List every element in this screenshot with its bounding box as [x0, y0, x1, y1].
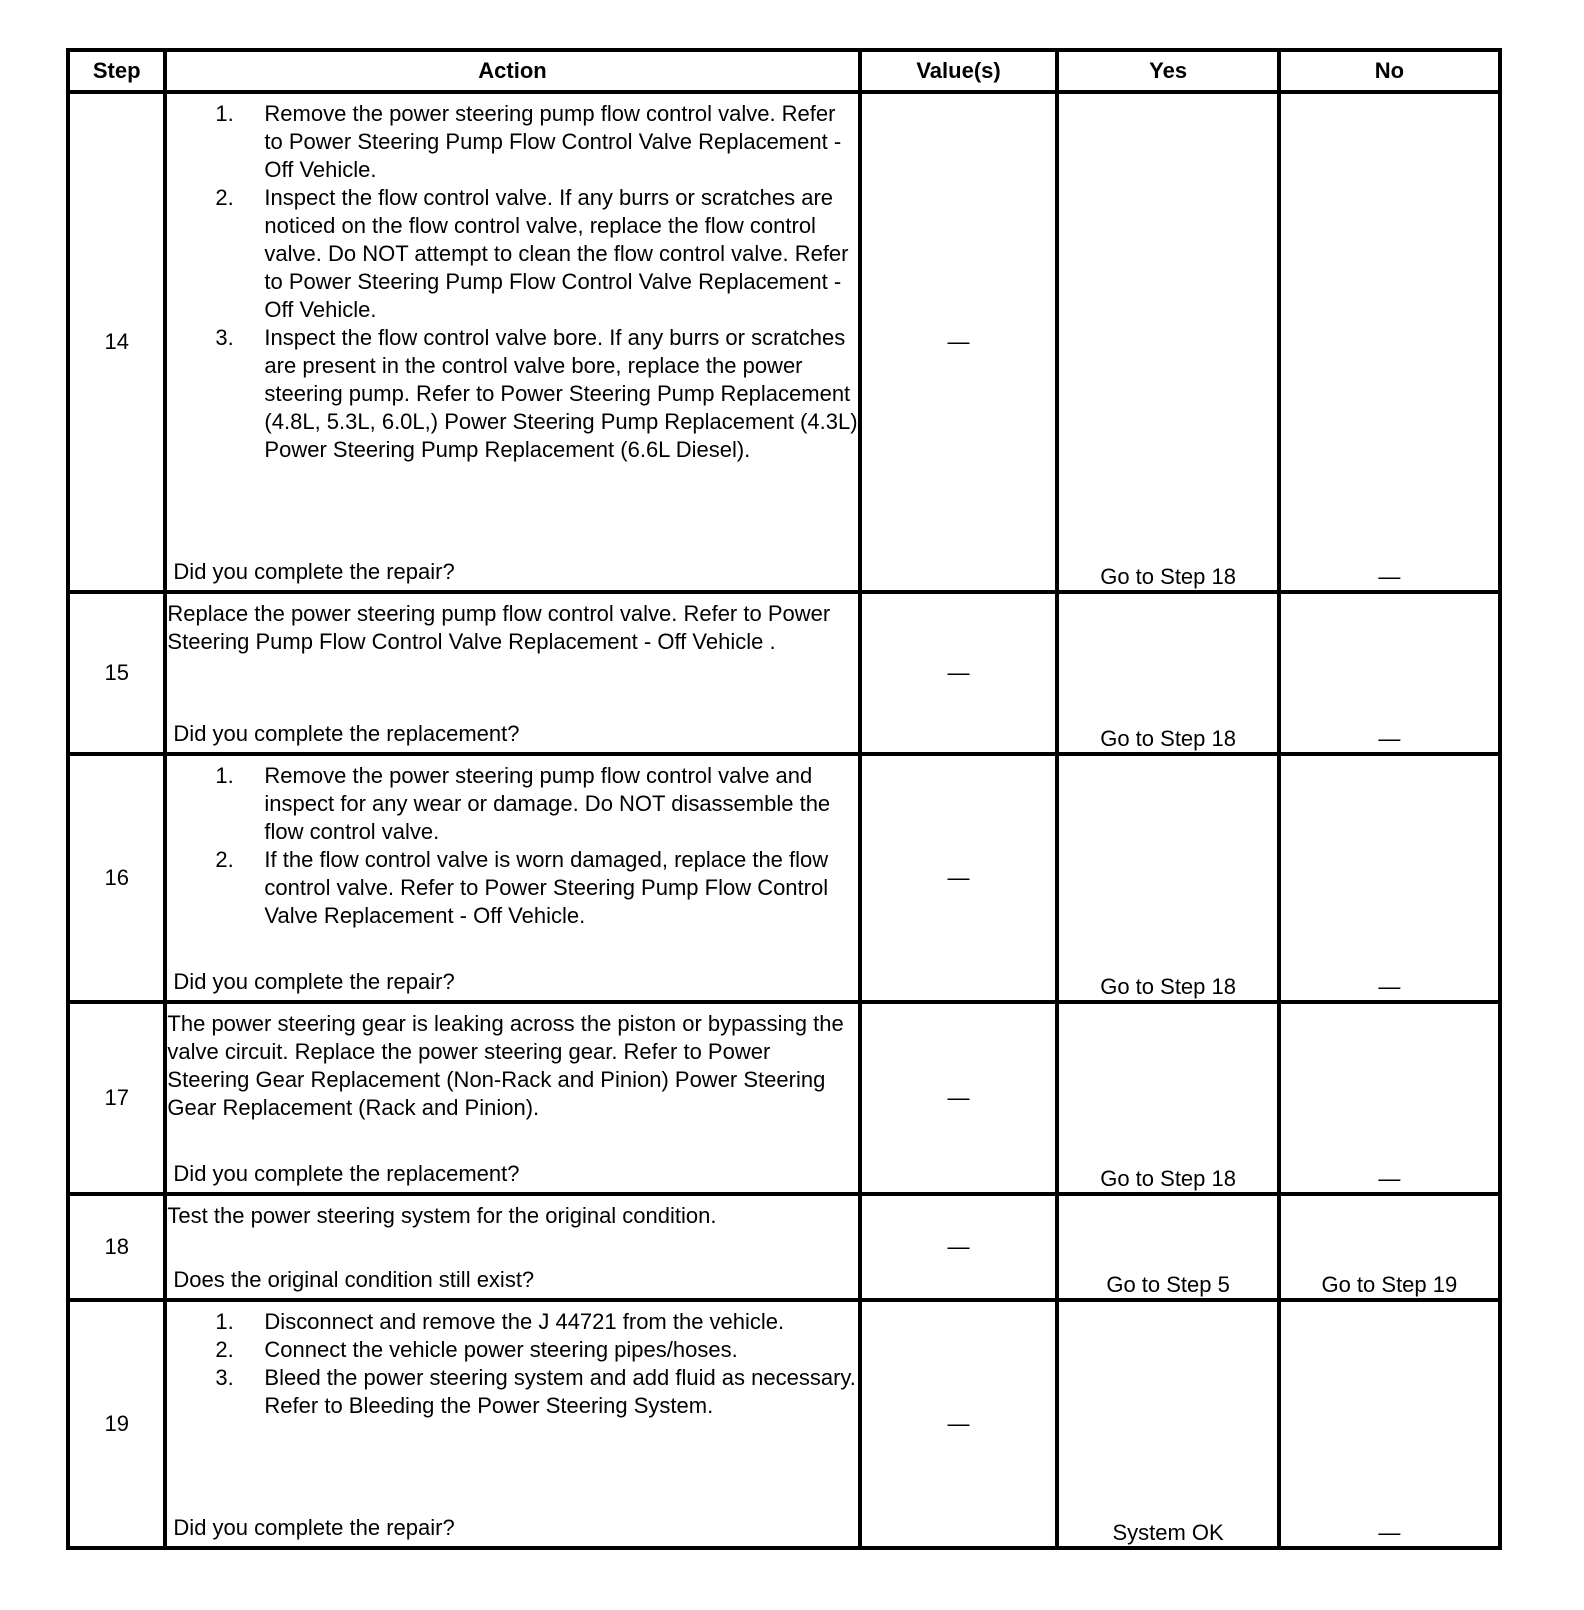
question-text: Did you complete the repair? [173, 559, 455, 584]
step-number: 14 [68, 92, 165, 592]
step-number: 16 [68, 754, 165, 1002]
list-item [167, 762, 857, 846]
question-text: Does the original condition still exist? [173, 1267, 535, 1292]
yes-cell: Go to Step 18 [1057, 1002, 1278, 1194]
no-cell: Go to Step 19 [1279, 1194, 1500, 1300]
question-text: Did you complete the repair? [173, 1515, 455, 1540]
table-row-step-16 [68, 754, 1500, 1002]
action-cell [165, 1300, 859, 1548]
question-text: Did you complete the replacement? [173, 1161, 520, 1186]
header-row [68, 50, 1500, 92]
list-item [167, 1308, 857, 1336]
question-text: Did you complete the replacement? [173, 721, 520, 746]
action-paragraph: The power steering gear is leaking across the piston or bypassing the valve circuit. Replace the power steering gear. Refer to Power Steering Gear Replacement (Non-Rack and Pinion) Power Steering Gear Replacement (Rack and Pinion). [167, 1011, 844, 1120]
step-number: 19 [68, 1300, 165, 1548]
item-number: 3. [215, 325, 234, 350]
action-cell [165, 92, 859, 592]
header-no: No [1279, 50, 1500, 92]
list-item [167, 846, 857, 930]
no-cell: — [1279, 1002, 1500, 1194]
list-item [167, 1364, 857, 1420]
list-item [167, 1336, 857, 1364]
item-text: Remove the power steering pump flow control valve and inspect for any wear or damage. Do NOT disassemble the flow control valve. [264, 763, 831, 844]
table-row-step-15 [68, 592, 1500, 754]
value-cell: — [860, 754, 1058, 1002]
item-text: Connect the vehicle power steering pipes/hoses. [264, 1337, 738, 1362]
item-number: 2. [215, 185, 234, 210]
action-cell [165, 754, 859, 1002]
item-text: Bleed the power steering system and add fluid as necessary. Refer to Bleeding the Power Steering System. [264, 1365, 856, 1418]
table-row-step-14 [68, 92, 1500, 592]
value-cell: — [860, 1194, 1058, 1300]
yes-cell: Go to Step 5 [1057, 1194, 1278, 1300]
list-item [167, 324, 857, 464]
question-text: Did you complete the repair? [173, 969, 455, 994]
no-cell: — [1279, 1300, 1500, 1548]
list-item [167, 100, 857, 184]
no-cell: — [1279, 92, 1500, 592]
yes-cell: Go to Step 18 [1057, 92, 1278, 592]
value-cell: — [860, 1002, 1058, 1194]
action-list [167, 1308, 857, 1420]
header-step: Step [68, 50, 165, 92]
header-yes: Yes [1057, 50, 1278, 92]
step-number: 18 [68, 1194, 165, 1300]
action-paragraph: Test the power steering system for the original condition. [167, 1203, 717, 1228]
yes-cell: Go to Step 18 [1057, 592, 1278, 754]
item-number: 1. [215, 1309, 234, 1334]
action-cell [165, 1002, 859, 1194]
action-cell [165, 1194, 859, 1300]
table-row-step-19 [68, 1300, 1500, 1548]
item-number: 1. [215, 763, 234, 788]
step-number: 15 [68, 592, 165, 754]
yes-cell: Go to Step 18 [1057, 754, 1278, 1002]
table-row-step-18 [68, 1194, 1500, 1300]
value-cell: — [860, 1300, 1058, 1548]
item-number: 3. [215, 1365, 234, 1390]
value-cell: — [860, 92, 1058, 592]
item-number: 2. [215, 847, 234, 872]
item-text: Inspect the flow control valve bore. If any burrs or scratches are present in the control valve bore, replace the power steering pump. Refer to Power Steering Pump Replacement (4.8L, 5.3L, 6.0L,) Power Steering Pump Replacement (4.3L) Power Steering Pump Replacement (6.6L Diesel). [264, 325, 858, 462]
item-text: Inspect the flow control valve. If any burrs or scratches are noticed on the flow control valve, replace the flow control valve. Do NOT attempt to clean the flow control valve. Refer to Power Steering Pump Flow Control Valve Replacement - Off Vehicle. [264, 185, 849, 322]
item-number: 2. [215, 1337, 234, 1362]
action-list [167, 100, 857, 464]
no-cell: — [1279, 592, 1500, 754]
item-number: 1. [215, 101, 234, 126]
diagnostic-steps-table [66, 48, 1502, 1550]
value-cell: — [860, 592, 1058, 754]
header-action: Action [165, 50, 859, 92]
action-cell [165, 592, 859, 754]
no-cell: — [1279, 754, 1500, 1002]
table-row-step-17 [68, 1002, 1500, 1194]
item-text: Disconnect and remove the J 44721 from the vehicle. [264, 1309, 785, 1334]
item-text: Remove the power steering pump flow control valve. Refer to Power Steering Pump Flow Control Valve Replacement - Off Vehicle. [264, 101, 842, 182]
header-values: Value(s) [860, 50, 1058, 92]
action-list [167, 762, 857, 930]
item-text: If the flow control valve is worn damaged, replace the flow control valve. Refer to Power Steering Pump Flow Control Valve Replacement - Off Vehicle. [264, 847, 829, 928]
list-item [167, 184, 857, 324]
step-number: 17 [68, 1002, 165, 1194]
action-paragraph: Replace the power steering pump flow control valve. Refer to Power Steering Pump Flow Control Valve Replacement - Off Vehicle . [167, 601, 831, 654]
yes-cell: System OK [1057, 1300, 1278, 1548]
